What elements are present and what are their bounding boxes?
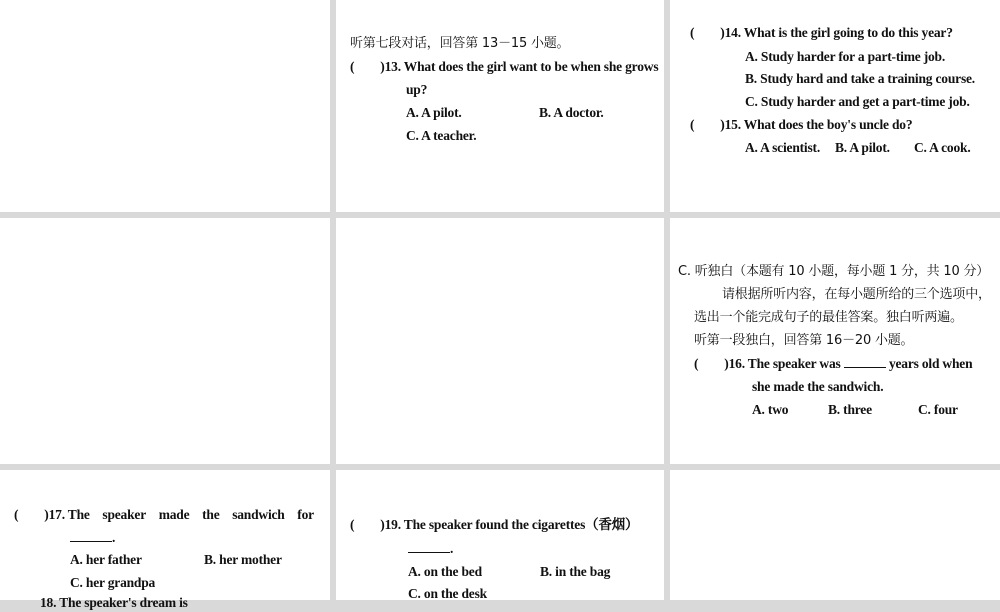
panel-bottom-right bbox=[670, 470, 1000, 600]
stem-word: made bbox=[158, 507, 190, 522]
option-c[interactable]: C. A cook. bbox=[914, 140, 971, 155]
option-b[interactable]: B. A doctor. bbox=[539, 105, 604, 120]
question-19-stem bbox=[350, 516, 638, 534]
question-17-blank-line bbox=[70, 529, 115, 547]
stem-text: 19. The speaker found the cigarettes（香烟） bbox=[384, 517, 639, 532]
section-instruction-line-2: 选出一个能完成句子的最佳答案。独白听两遍。 bbox=[694, 310, 963, 325]
option-a[interactable]: A. her father bbox=[70, 552, 142, 567]
answer-paren-open[interactable]: ( bbox=[690, 117, 695, 132]
question-17-stem bbox=[14, 506, 314, 524]
panel-middle-left bbox=[0, 218, 330, 464]
question-16-stem-continued: she made the sandwich. bbox=[752, 379, 884, 394]
question-15-stem bbox=[690, 116, 912, 134]
stem-word: sandwich bbox=[232, 507, 285, 522]
answer-paren-close: ) bbox=[724, 356, 729, 371]
section-heading: C. 听独白（本题有 10 小题，每小题 1 分，共 10 分） bbox=[678, 264, 990, 279]
question-18-stem-partial: 18. The speaker's dream is bbox=[40, 595, 188, 610]
panel-top-right bbox=[670, 0, 1000, 212]
question-13-stem bbox=[350, 58, 658, 76]
stem-text: 13. What does the girl want to be when she grows bbox=[384, 59, 659, 74]
option-a[interactable]: A. two bbox=[752, 402, 789, 417]
option-c[interactable]: C. A teacher. bbox=[406, 128, 477, 143]
answer-paren-close: ) bbox=[720, 25, 725, 40]
panel-top-middle bbox=[336, 0, 664, 212]
option-b[interactable]: B. A pilot. bbox=[835, 140, 890, 155]
answer-paren-open[interactable]: ( bbox=[350, 517, 355, 532]
panel-bottom-middle bbox=[336, 470, 664, 600]
stem-word: the bbox=[202, 507, 220, 522]
answer-paren-open[interactable]: ( bbox=[694, 356, 699, 371]
panel-middle-right bbox=[670, 218, 1000, 464]
option-b[interactable]: B. Study hard and take a training course. bbox=[745, 71, 975, 86]
option-b[interactable]: B. her mother bbox=[204, 552, 282, 567]
stem-text-continued: years old when bbox=[888, 356, 973, 371]
stem-end: . bbox=[450, 541, 454, 556]
section-intro: 听第七段对话，回答第 13－15 小题。 bbox=[350, 36, 570, 51]
stem-text: 14. What is the girl going to do this year? bbox=[724, 25, 953, 40]
stem-text: 15. What does the boy's uncle do? bbox=[724, 117, 913, 132]
answer-paren-close: ) bbox=[380, 517, 385, 532]
option-b[interactable]: B. in the bag bbox=[540, 564, 611, 579]
answer-blank[interactable] bbox=[408, 540, 450, 553]
option-c[interactable]: C. Study harder and get a part-time job. bbox=[745, 94, 970, 109]
answer-paren-open[interactable]: ( bbox=[350, 59, 355, 74]
answer-blank[interactable] bbox=[70, 529, 112, 542]
option-c[interactable]: C. on the desk bbox=[408, 586, 487, 601]
section-instruction-line-1: 请根据所听内容，在每小题所给的三个选项中， bbox=[722, 287, 991, 302]
option-c[interactable]: C. her grandpa bbox=[70, 575, 156, 590]
answer-paren-open[interactable]: ( bbox=[690, 25, 695, 40]
answer-paren-close: ) bbox=[44, 507, 49, 522]
panel-middle-center bbox=[336, 218, 664, 464]
answer-blank[interactable] bbox=[844, 355, 886, 368]
question-19-blank-line bbox=[408, 540, 453, 558]
stem-text: 16. The speaker was bbox=[728, 356, 841, 371]
stem-word: for bbox=[297, 507, 314, 522]
option-c[interactable]: C. four bbox=[918, 402, 958, 417]
question-13-stem-continued: up? bbox=[406, 82, 428, 97]
option-a[interactable]: A. A scientist. bbox=[745, 140, 821, 155]
stem-word: speaker bbox=[102, 507, 147, 522]
option-b[interactable]: B. three bbox=[828, 402, 872, 417]
panel-top-left bbox=[0, 0, 330, 212]
question-16-stem bbox=[694, 355, 972, 373]
option-a[interactable]: A. Study harder for a part-time job. bbox=[745, 49, 946, 64]
option-a[interactable]: A. on the bed bbox=[408, 564, 482, 579]
stem-word: 17. The bbox=[48, 507, 90, 522]
answer-paren-close: ) bbox=[720, 117, 725, 132]
panel-bottom-left bbox=[0, 470, 330, 610]
question-14-stem bbox=[690, 24, 953, 42]
section-intro: 听第一段独白，回答第 16－20 小题。 bbox=[694, 333, 914, 348]
option-a[interactable]: A. A pilot. bbox=[406, 105, 462, 120]
answer-paren-close: ) bbox=[380, 59, 385, 74]
stem-end: . bbox=[112, 530, 116, 545]
answer-paren-open[interactable]: ( bbox=[14, 507, 19, 522]
